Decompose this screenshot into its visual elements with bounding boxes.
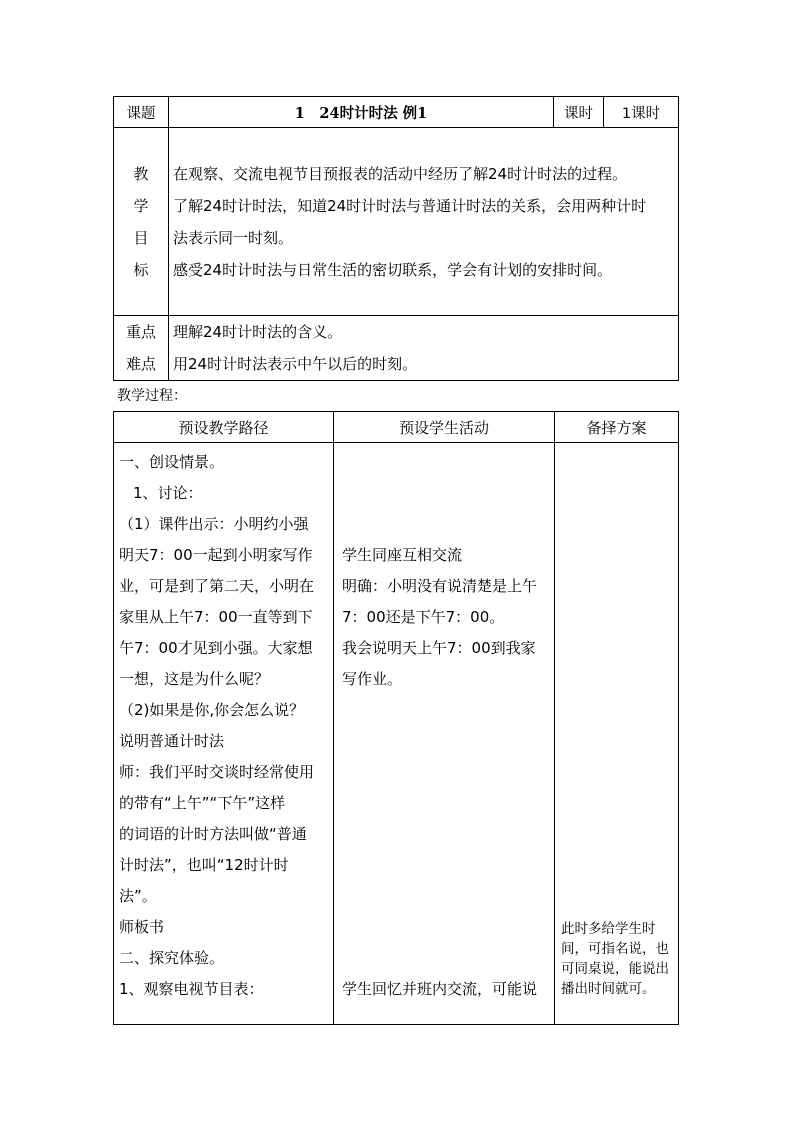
teacher-path-cell: 一、创设情景。 1、讨论： （1）课件出示：小明约小强 明天7：00一起到小明家写作 业，可是到了第二天，小明在 家里从上午7：00一直等到下 午7：00才见到小强。大家想 一想，这是为什么呢？ （2)如果是你,你会怎么说？ 说明普通计时法 师：我们平时交谈时经常使用 的带有“上午”“下午”这样 的词语的计时方法叫做“普通 计时法”，也叫“12时计时 法”。 师板书 二、探究体验。 1、观察电视节目表：	[114, 443, 334, 1025]
process-table	[113, 411, 679, 1025]
hours-value: 1课时	[604, 97, 679, 128]
column-header-alternative: 备择方案	[555, 412, 679, 443]
objectives-text: 在观察、交流电视节目预报表的活动中经历了解24时计时法的过程。 了解24时计时法，知道24时计时法与普通计时法的关系，会用两种计时 法表示同一时刻。 感受24时计时法与日常生活的密切联系，学会有计划的安排时间。	[169, 128, 679, 316]
hours-label: 课时	[554, 97, 604, 128]
objectives-label: 教 学 目 标	[114, 128, 169, 316]
column-header-student-activity: 预设学生活动	[334, 412, 555, 443]
student-activity-cell: 学生同座互相交流 明确：小明没有说清楚是上午 7：00还是下午7：00。 我会说明天上午7：00到我家 写作业。 学生回忆并班内交流，可能说	[334, 443, 555, 1025]
topic-label: 课题	[114, 97, 169, 128]
alternative-note: 此时多给学生时间，可指名说，也可同桌说，能说出播出时间就可。	[561, 921, 669, 997]
key-difficulty-text: 理解24时计时法的含义。 用24时计时法表示中午以后的时刻。	[169, 316, 679, 381]
alternative-cell	[555, 443, 679, 1025]
key-difficulty-label: 重点 难点	[114, 316, 169, 381]
process-label: 教学过程：	[117, 388, 187, 404]
topic-value: 1 24时计时法 例1	[169, 97, 554, 128]
column-header-teacher-path: 预设教学路径	[114, 412, 334, 443]
lesson-header-table	[113, 96, 679, 381]
